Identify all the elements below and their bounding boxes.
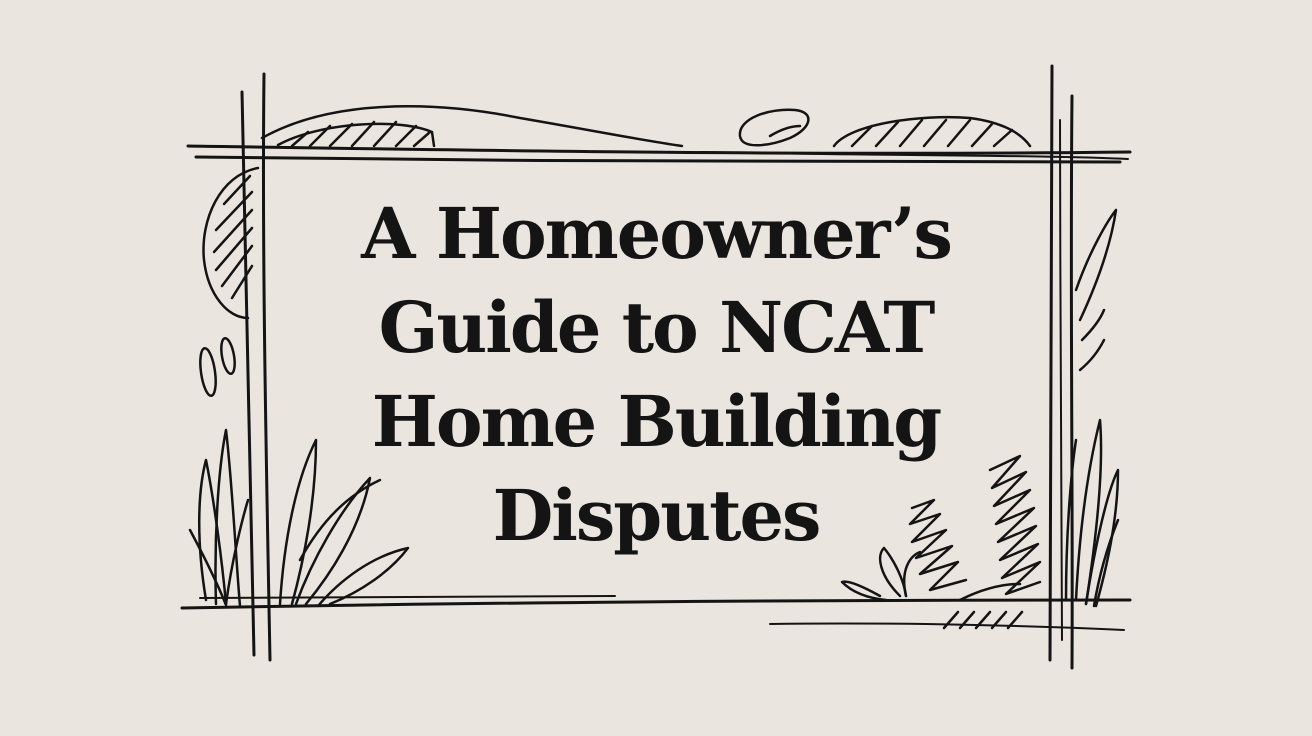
small-ovals-doodle [198, 337, 237, 397]
frame-top-line-2 [196, 157, 1120, 162]
frame-right-line-2 [1071, 96, 1072, 668]
hatched-mound-doodle-right [834, 117, 1030, 146]
right-grass-doodle [1066, 210, 1118, 606]
title-line-3: Home Building [371, 380, 941, 463]
title-line-1: A Homeowner’s [361, 192, 951, 275]
frame-bottom-line-1 [182, 600, 1130, 608]
frame-bottom-line-2 [200, 596, 615, 598]
leaf-hatched-doodle [203, 168, 258, 318]
title-line-2: Guide to NCAT [378, 286, 934, 369]
title-block [270, 180, 1042, 570]
frame-right-line-1 [1050, 66, 1052, 660]
frame-top-line-1 [188, 146, 1130, 153]
frame-right-line-3 [1060, 120, 1062, 640]
title-line-4: Disputes [492, 474, 820, 557]
hatched-mound-doodle [262, 106, 682, 146]
loop-doodle [740, 110, 808, 146]
